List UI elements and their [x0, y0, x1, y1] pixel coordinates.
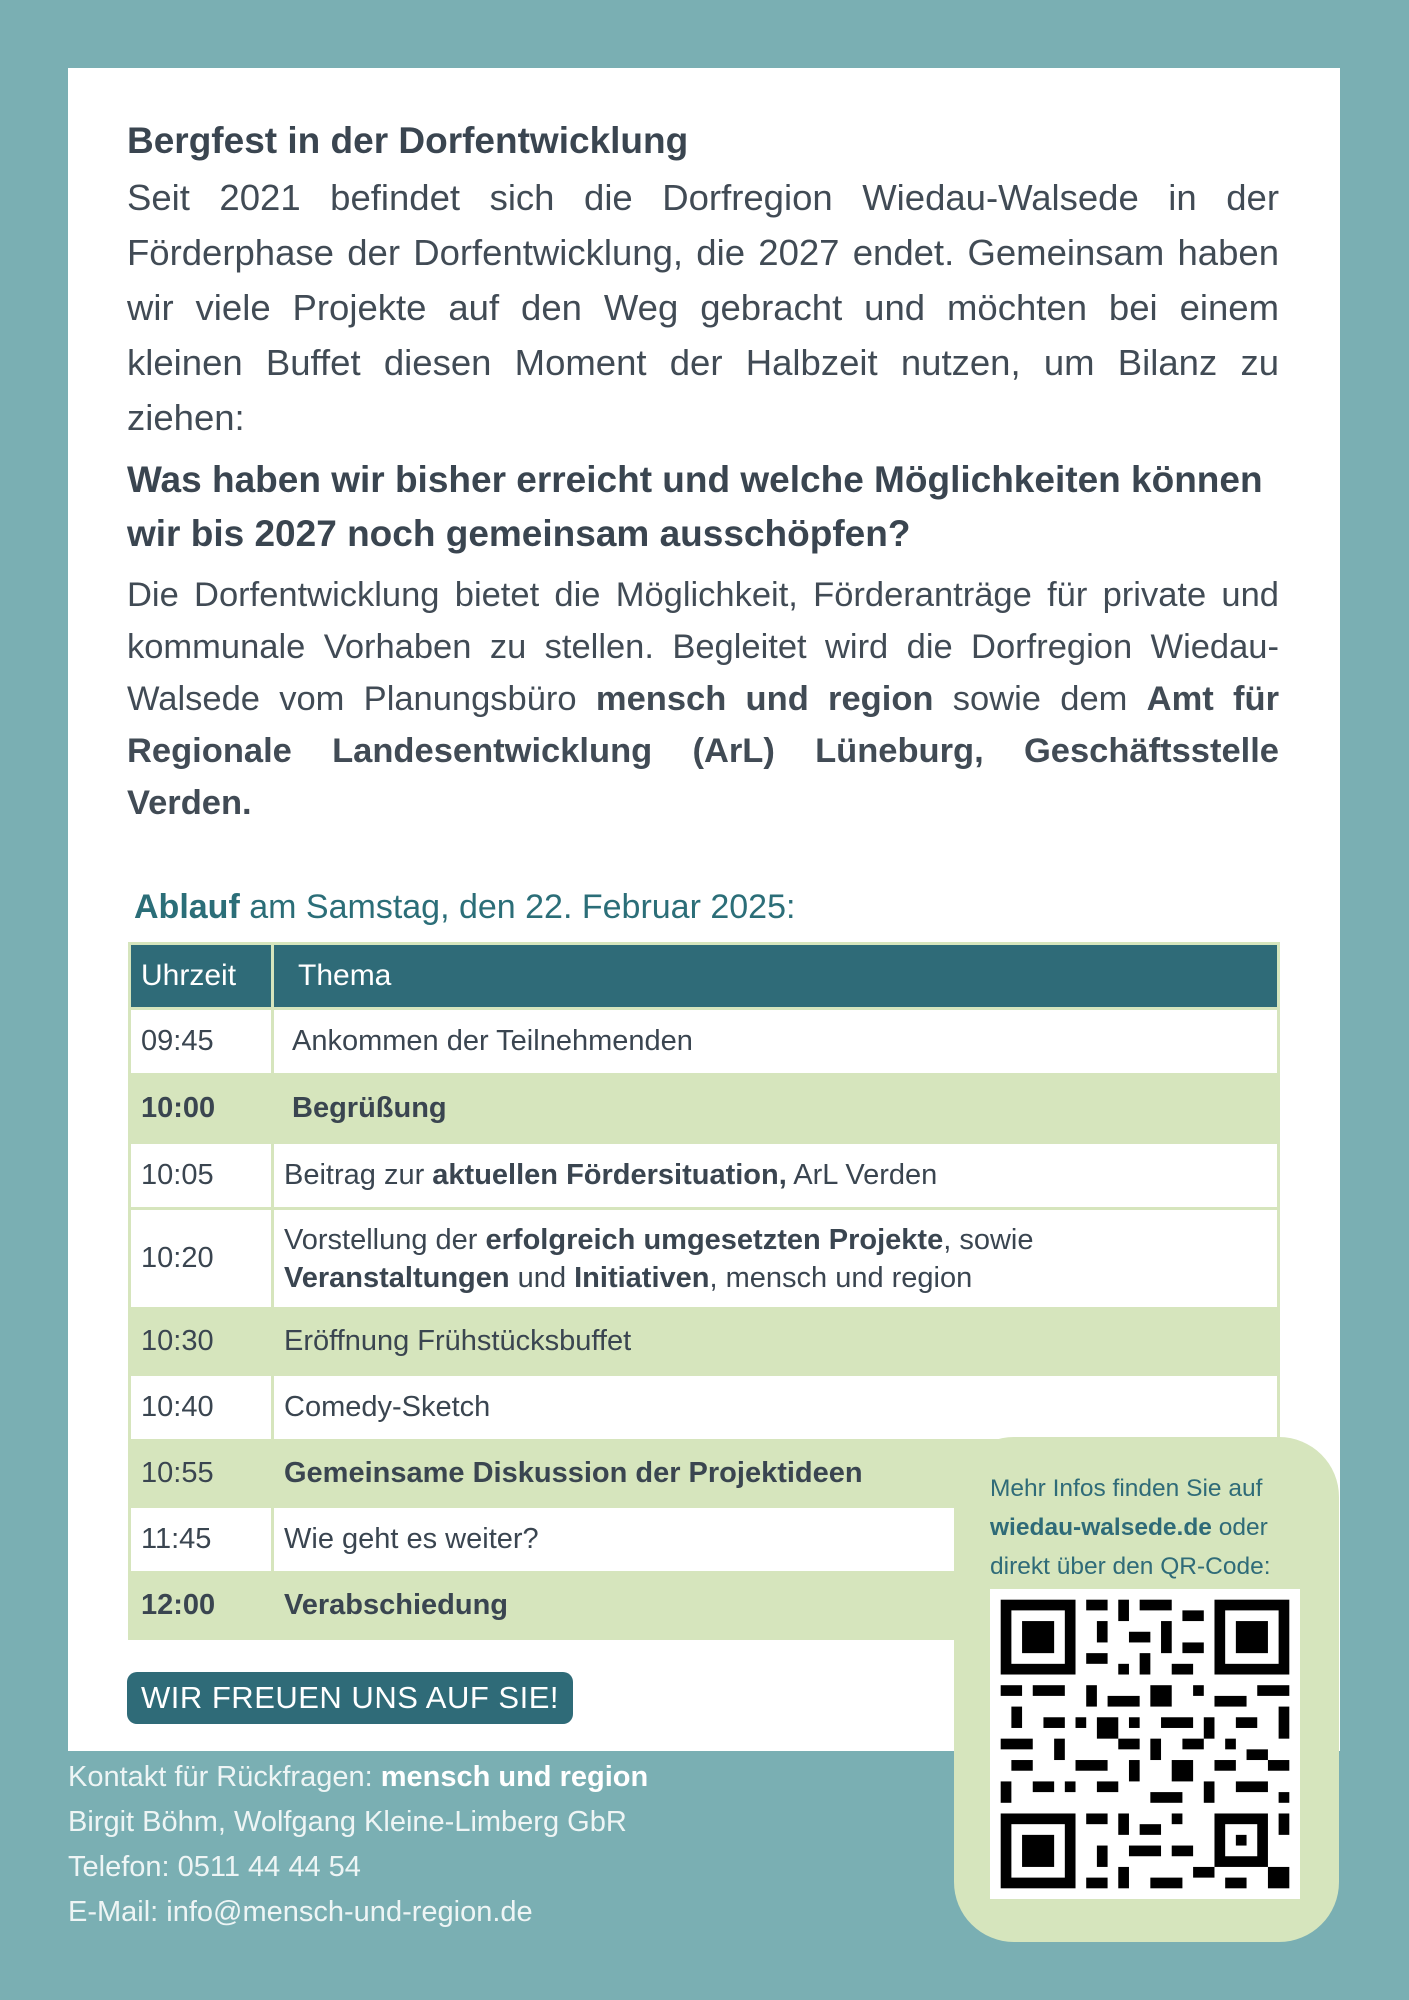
topic-part: und	[509, 1261, 575, 1294]
table-header-row	[130, 944, 1279, 1009]
row-time: 10:30	[130, 1309, 273, 1375]
row-time: 09:45	[130, 1009, 273, 1075]
topic-bold: Veranstaltungen	[284, 1261, 510, 1294]
row-time: 10:55	[130, 1441, 273, 1507]
contact-label: Kontakt für Rückfragen:	[68, 1761, 381, 1793]
row-topic	[273, 1209, 1279, 1309]
header-time: Uhrzeit	[130, 944, 273, 1009]
schedule-heading	[134, 888, 795, 927]
topic-part: , sowie	[943, 1223, 1034, 1256]
topic-part: ArL Verden	[786, 1159, 938, 1191]
topic-part: Beitrag zur	[284, 1159, 433, 1191]
qr-code[interactable]	[990, 1589, 1300, 1899]
topic-bold: Initiativen	[574, 1261, 710, 1294]
table-row	[130, 1209, 1279, 1309]
desc-office-name: mensch und region	[595, 680, 934, 718]
schedule-heading-date: am Samstag, den 22. Februar 2025:	[239, 888, 796, 926]
qr-code-icon	[990, 1589, 1300, 1899]
welcome-banner: WIR FREUEN UNS AUF SIE!	[127, 1672, 573, 1724]
contact-phone: Telefon: 0511 44 44 54	[68, 1851, 361, 1883]
row-topic: Comedy-Sketch	[273, 1375, 1279, 1441]
website-link[interactable]: wiedau-walsede.de	[990, 1514, 1212, 1541]
info-box	[954, 1437, 1339, 1942]
info-text	[990, 1469, 1320, 1586]
row-topic	[273, 1143, 1279, 1209]
row-time: 10:00	[130, 1075, 273, 1143]
info-line-1: Mehr Infos finden Sie auf	[990, 1475, 1263, 1502]
desc-text-2: sowie dem	[933, 680, 1147, 718]
desc-authority-name: Amt für Regionale Landesentwicklung (ArL) Lüneburg, Geschäftsstelle Verden.	[127, 680, 1280, 822]
intro-section	[127, 120, 1279, 829]
row-topic: Begrüßung	[273, 1075, 1279, 1143]
schedule-heading-bold: Ablauf	[134, 888, 240, 926]
topic-part: , mensch und region	[709, 1261, 973, 1294]
intro-paragraph: Seit 2021 befindet sich die Dorfregion Wiedau-Walsede in der Förderphase der Dorfentwicklung, die 2027 endet. Gemeinsam haben wir viele Projekte auf den Weg gebracht und möchten bei einem kleinen Buffet diesen Moment der Halbzeit nutzen, um Bilanz zu ziehen:	[127, 177, 1279, 438]
topic-part: Vorstellung der	[284, 1223, 486, 1256]
row-time: 10:05	[130, 1143, 273, 1209]
contact-org: mensch und region	[380, 1761, 649, 1793]
info-line-2-rest: oder	[1211, 1514, 1268, 1541]
header-topic: Thema	[273, 944, 1279, 1009]
table-row	[130, 1309, 1279, 1375]
contact-line-2: Birgit Böhm, Wolfgang Kleine-Limberg GbR	[68, 1806, 627, 1838]
row-topic: Gemeinsame Diskussion der Projektideen	[273, 1441, 1279, 1507]
row-time: 11:45	[130, 1507, 273, 1573]
table-row	[130, 1375, 1279, 1441]
description-paragraph	[127, 569, 1279, 829]
page-title: Bergfest in der Dorfentwicklung	[127, 120, 689, 161]
contact-block	[68, 1755, 648, 1935]
key-question: Was haben wir bisher erreicht und welche Möglichkeiten können wir bis 2027 noch gemeinsam ausschöpfen?	[127, 459, 1263, 554]
row-time: 10:40	[130, 1375, 273, 1441]
table-row	[130, 1009, 1279, 1075]
info-line-2	[990, 1508, 1320, 1547]
row-topic: Eröffnung Frühstücksbuffet	[273, 1309, 1279, 1375]
row-topic: Wie geht es weiter?	[273, 1507, 1279, 1573]
info-line-3: direkt über den QR-Code:	[990, 1553, 1271, 1580]
row-time: 12:00	[130, 1573, 273, 1639]
topic-bold: aktuellen Fördersituation,	[432, 1159, 787, 1191]
row-topic: Ankommen der Teilnehmenden	[273, 1009, 1279, 1075]
row-topic: Verabschiedung	[273, 1573, 1279, 1639]
row-time: 10:20	[130, 1209, 273, 1309]
table-row	[130, 1143, 1279, 1209]
desc-text-1: Die Dorfentwicklung bietet die Möglichkeit, Förderanträge für private und kommunale Vorhaben zu stellen. Begleitet wird die Dorfregion Wiedau-Walsede vom Planungsbüro	[127, 576, 1279, 718]
table-row	[130, 1075, 1279, 1143]
topic-bold: erfolgreich umgesetzten Projekte	[485, 1223, 944, 1256]
contact-email[interactable]: E-Mail: info@mensch-und-region.de	[68, 1896, 533, 1928]
contact-line-1	[68, 1755, 648, 1800]
